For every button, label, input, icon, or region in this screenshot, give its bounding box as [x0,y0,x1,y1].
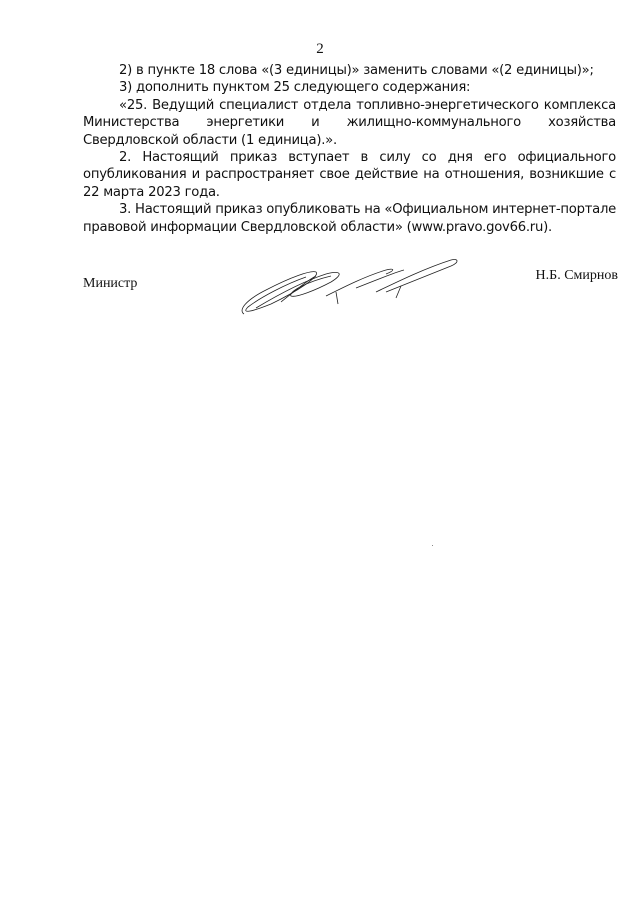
signer-title: Министр [83,276,138,291]
paragraph-clause-3: 3. Настоящий приказ опубликовать на «Официальном интернет-портале правовой информации Свердловской области» (www.pravo.gov66.ru). [83,202,616,235]
paragraph-item-2: 2) в пункте 18 слова «(3 единицы)» заменить словами «(2 единицы)»; [119,63,594,78]
paragraph-item-3: 3) дополнить пунктом 25 следующего содержания: [119,80,471,96]
scan-speck [432,545,433,546]
paragraph-clause-2: 2. Настоящий приказ вступает в силу со дня его официального опубликования и распространяет свое действие на отношения, возникшие с 22 марта 2023 года. [83,150,616,200]
page-number: 2 [316,41,324,57]
handwritten-signature-icon [236,252,466,322]
signer-name: Н.Б. Смирнов [535,268,618,283]
document-body [83,62,616,236]
paragraph-point-25: «25. Ведущий специалист отдела топливно-энергетического комплекса Министерства энергетики и жилищно-коммунального хозяйства Свердловской области (1 единица).». [83,97,616,148]
signature-block [0,270,640,330]
